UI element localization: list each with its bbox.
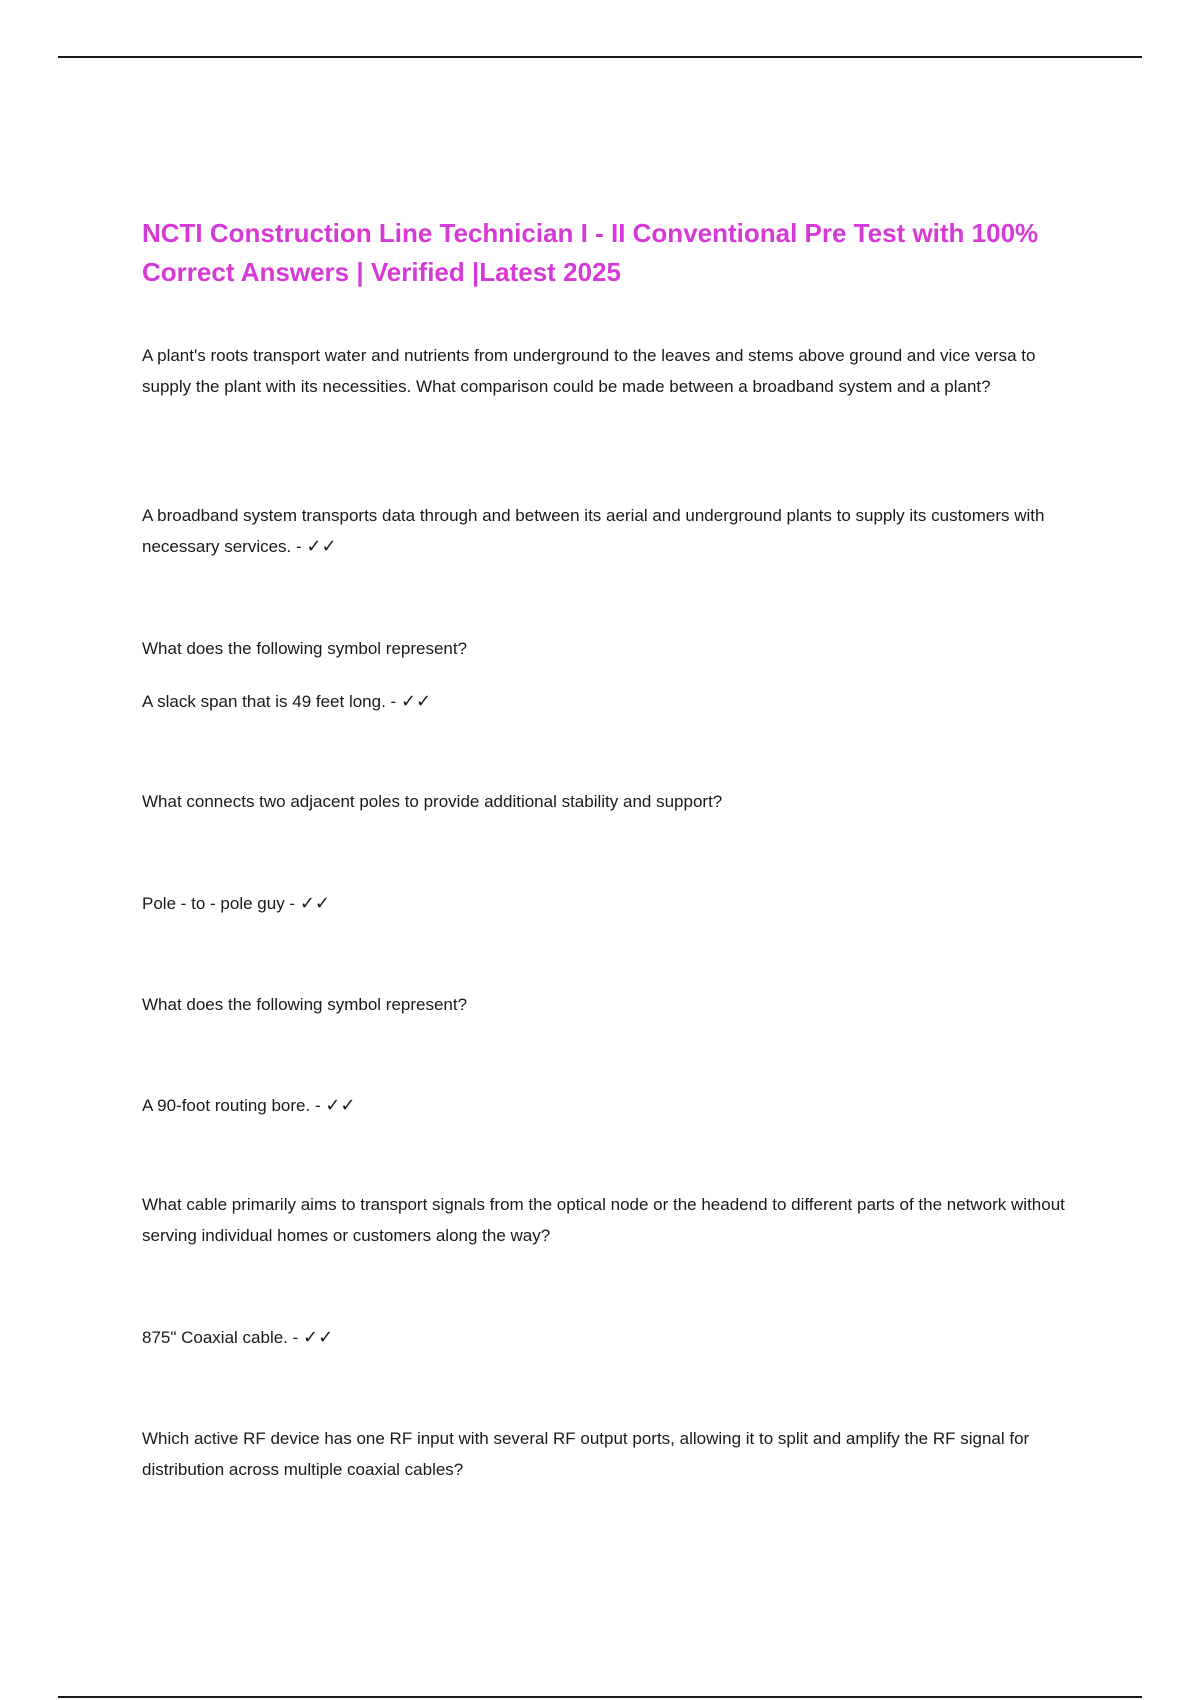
answer-3 [142,888,1072,919]
answer-1-text: A broadband system transports data through and between its aerial and underground plants to supply its customers with necessary services. - [142,506,1045,556]
question-6-text: Which active RF device has one RF input with several RF output ports, allowing it to split and amplify the RF signal for distribution across multiple coaxial cables? [142,1429,1030,1479]
question-5-text: What cable primarily aims to transport signals from the optical node or the headend to different parts of the network without serving individual homes or customers along the way? [142,1195,1065,1245]
answer-4 [142,1090,1072,1121]
answer-5 [142,1322,1072,1353]
question-5 [142,1189,1072,1251]
question-3-text: What connects two adjacent poles to provide additional stability and support? [142,792,723,811]
answer-5-text: 875" Coaxial cable. - [142,1328,304,1347]
question-6 [142,1423,1072,1485]
answer-2-text: A slack span that is 49 feet long. - [142,692,401,711]
answer-1 [142,500,1072,562]
answer-4-text: A 90-foot routing bore. - [142,1096,326,1115]
check-mark-icon: ✓✓ [303,1327,334,1348]
check-mark-icon: ✓✓ [306,536,337,557]
header-rule [58,56,1142,58]
answer-3-text: Pole - to - pole guy - [142,894,300,913]
footer-rule [58,1696,1142,1698]
document-title: NCTI Construction Line Technician I - II Conventional Pre Test with 100% Correct Answers | Verified |Latest 2025 [142,218,1039,287]
question-2-text: What does the following symbol represent? [142,639,468,658]
answer-2 [142,686,1072,717]
question-2 [142,633,1072,664]
question-4 [142,989,1072,1020]
check-mark-icon: ✓✓ [325,1095,356,1116]
question-3 [142,786,1072,817]
question-1 [142,340,1072,402]
check-mark-icon: ✓✓ [299,893,330,914]
question-1-text: A plant's roots transport water and nutrients from underground to the leaves and stems above ground and vice versa to supply the plant with its necessities. What comparison could be made between a broadband system and a plant? [142,346,1036,396]
check-mark-icon: ✓✓ [400,691,432,712]
question-4-text: What does the following symbol represent? [142,995,468,1014]
